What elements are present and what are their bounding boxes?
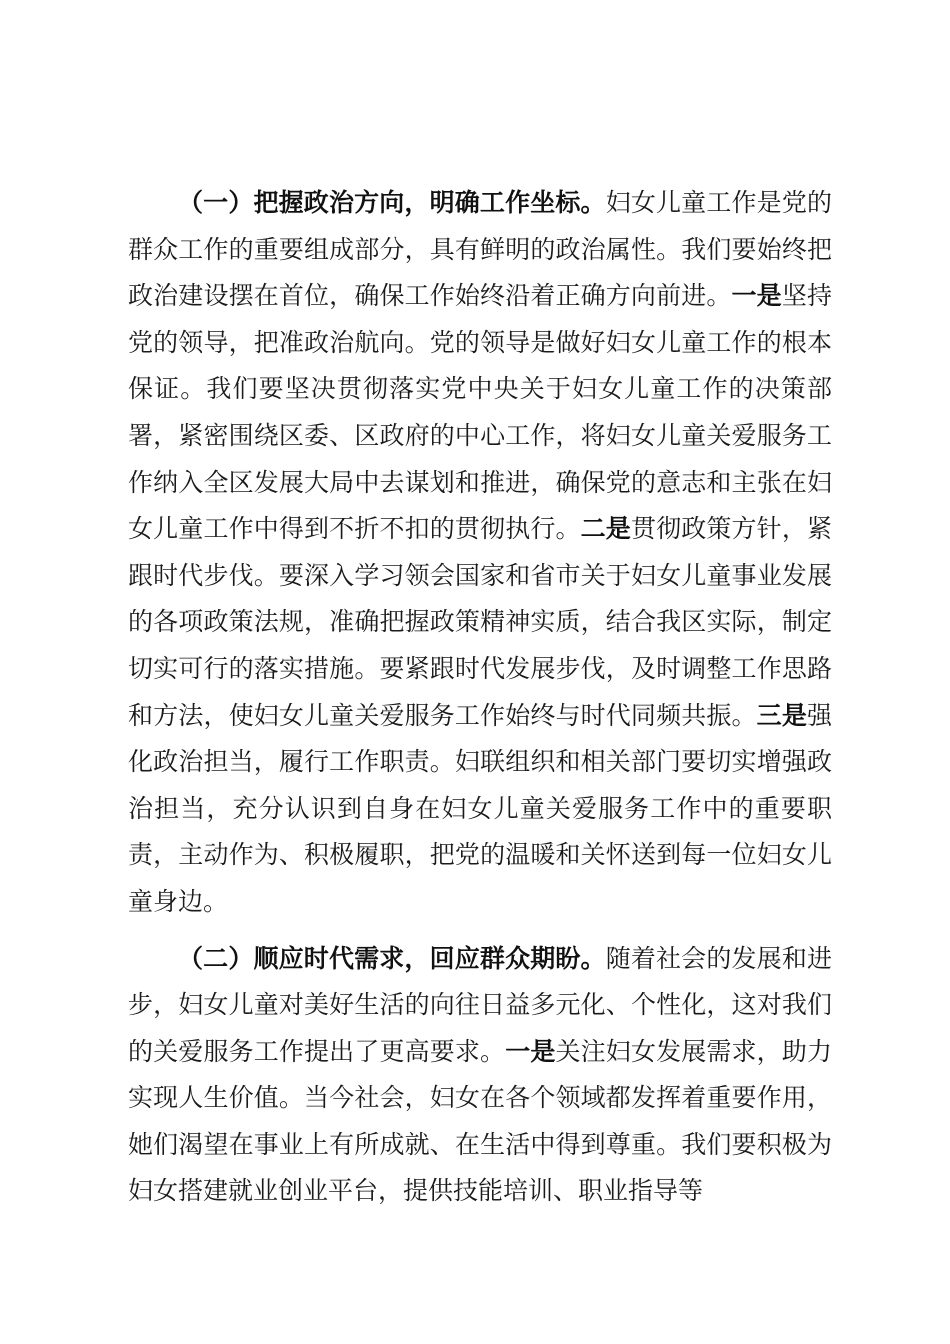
point-label: 三是 (756, 700, 807, 730)
heading-1: （一）把握政治方向，明确工作坐标。 (178, 188, 606, 217)
paragraph-1 (128, 180, 832, 926)
text-segment: 随着社会的发展和进步，妇女儿童对美好生活的向往日益多元化、个性化，这对我们的关爱服务工作提出了更高要求。 (128, 943, 832, 1066)
point-label: 一是 (505, 1036, 556, 1066)
text-segment: 妇女儿童工作是党的群众工作的重要组成部分，具有鲜明的政治属性。我们要始终把政治建设摆在首位，确保工作始终沿着正确方向前进。 (128, 188, 832, 311)
text-segment: 坚持党的领导，把准政治航向。党的领导是做好妇女儿童工作的根本保证。我们要坚决贯彻落实党中央关于妇女儿童工作的决策部署，紧密围绕区委、区政府的中心工作，将妇女儿童关爱服务工作纳入全区发展大局中去谋划和推进，确保党的意志和主张在妇女儿童工作中得到不折不扣的贯彻执行。 (128, 281, 832, 544)
paragraph-2 (128, 936, 832, 1216)
point-label: 二是 (580, 514, 631, 544)
heading-2: （二）顺应时代需求，回应群众期盼。 (178, 943, 606, 973)
text-segment: 贯彻政策方针，紧跟时代步伐。要深入学习领会国家和省市关于妇女儿童事业发展的各项政策法规，准确把握政策精神实质，结合我区实际，制定切实可行的落实措施。要紧跟时代发展步伐，及时调整工作思路和方法，使妇女儿童关爱服务工作始终与时代同频共振。 (128, 514, 832, 730)
text-segment: 强化政治担当，履行工作职责。妇联组织和相关部门要切实增强政治担当，充分认识到自身在妇女儿童关爱服务工作中的重要职责，主动作为、积极履职，把党的温暖和关怀送到每一位妇女儿童身边。 (128, 700, 832, 916)
text-segment: 关注妇女发展需求，助力实现人生价值。当今社会，妇女在各个领域都发挥着重要作用，她们渴望在事业上有所成就、在生活中得到尊重。我们要积极为妇女搭建就业创业平台，提供技能培训、职业指导等 (128, 1036, 832, 1206)
point-label: 一是 (731, 281, 782, 311)
document-body (128, 180, 832, 1225)
